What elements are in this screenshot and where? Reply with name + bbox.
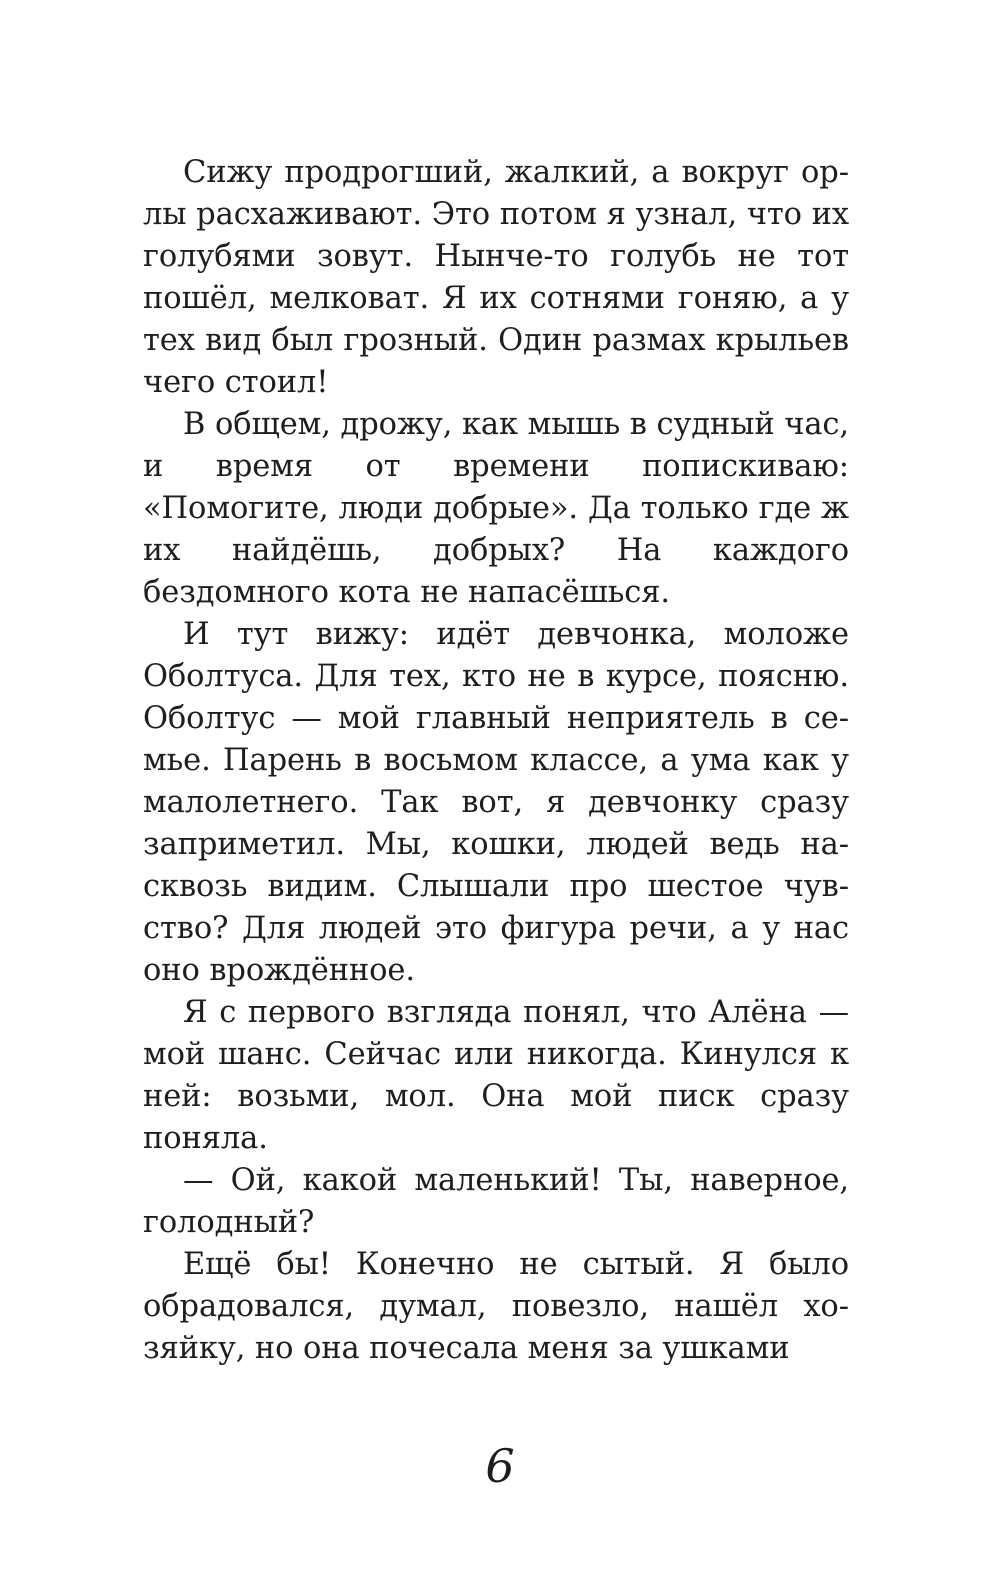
page-number: 6 bbox=[485, 1439, 515, 1493]
page-text bbox=[143, 152, 849, 1370]
paragraph: И тут вижу: идёт девчонка, моложе Оболтуса. Для тех, кто не в курсе, поясню. Оболтус — мой главный неприятель в семье. Парень в восьмом классе, а ума как у малолетнего. Так вот, я девчонку сразу заприметил. Мы, кошки, людей ведь насквозь видим. Слышали про шестое чувство? Для людей это фигура речи, а у нас оно врождённое. bbox=[143, 617, 849, 988]
paragraph: В общем, дрожу, как мышь в судный час, и время от времени попискиваю: «Помогите, люди добрые». Да только где ж их найдёшь, добрых? На каждого бездомного кота не напасёшься. bbox=[143, 407, 849, 610]
paragraph: Сижу продрогший, жалкий, а вокруг орлы расхаживают. Это потом я узнал, что их голубями зовут. Нынче-то голубь не тот пошёл, мелковат. Я их сотнями гоняю, а у тех вид был грозный. Один размах крыльев чего стоил! bbox=[143, 155, 849, 400]
paragraph: Ещё бы! Конечно не сытый. Я было обрадовался, думал, повезло, нашёл хозяйку, но она почесала меня за ушками bbox=[143, 1247, 849, 1366]
paragraph: Я с первого взгляда понял, что Алёна — мой шанс. Сейчас или никогда. Кинулся к ней: возьми, мол. Она мой писк сразу поняла. bbox=[143, 995, 849, 1156]
paragraph: — Ой, какой маленький! Ты, наверное, голодный? bbox=[143, 1163, 849, 1240]
